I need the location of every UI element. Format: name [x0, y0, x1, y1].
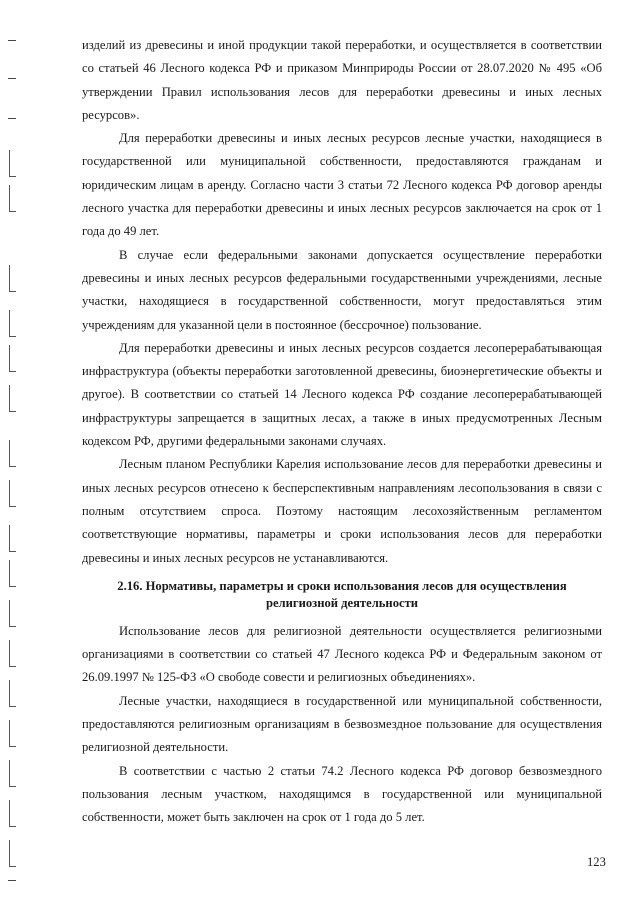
- margin-mark: [9, 840, 16, 867]
- document-page: [82, 34, 602, 830]
- paragraph: Для переработки древесины и иных лесных ресурсов создается лесоперерабатывающая инфраструктура (объекты переработки заготовленной древесины, биоэнергетические объекты и другое). В соответствии со статьей 14 Лесного кодекса РФ создание лесоперерабатывающей инфраструктуры запрещается в защитных лесах, а также в иных предусмотренных Лесным кодексом РФ, другими федеральными законами случаях.: [82, 340, 602, 449]
- margin-mark: [9, 480, 16, 507]
- paragraph: Для переработки древесины и иных лесных ресурсов лесные участки, находящиеся в государственной или муниципальной собственности, предоставляются гражданам и юридическим лицам в аренду. Согласно части 3 статьи 72 Лесного кодекса РФ договор аренды лесного участка для переработки древесины и иных лесных ресурсов заключается на срок от 1 года до 49 лет.: [82, 131, 602, 239]
- margin-mark: [9, 600, 16, 627]
- margin-mark: [9, 185, 16, 212]
- paragraph: В соответствии с частью 2 статьи 74.2 Лесного кодекса РФ договор безвозмездного пользования лесным участком, находящимся в государственной или муниципальной собственности, может быть заключен на срок от 1 года до 5 лет.: [82, 763, 602, 825]
- paragraph: В случае если федеральными законами допускается осуществление переработки древесины и иных лесных ресурсов федеральными государственными учреждениями, лесные участки, находящиеся в государственной собственности, могут предоставляться этим учреждениям для указанной цели в постоянное (бессрочное) пользование.: [82, 247, 602, 332]
- paragraph: Лесные участки, находящиеся в государственной или муниципальной собственности, предоставляются религиозным организациям в безвозмездное пользование для осуществления религиозной деятельности.: [82, 693, 602, 755]
- section-heading: 2.16. Нормативы, параметры и сроки использования лесов для осуществления религиозной деятельности: [117, 578, 567, 610]
- margin-mark: [9, 560, 16, 587]
- margin-mark: [8, 118, 16, 119]
- margin-mark: [8, 880, 16, 881]
- margin-mark: [9, 800, 16, 827]
- margin-mark: [9, 345, 16, 372]
- margin-mark: [9, 150, 16, 177]
- margin-mark: [9, 760, 16, 787]
- margin-mark: [8, 78, 16, 79]
- paragraph: Лесным планом Республики Карелия использование лесов для переработки древесины и иных лесных ресурсов отнесено к бесперспективным направлениям лесопользования в связи с полным отсутствием спроса. Поэтому настоящим лесохозяйственным регламентом соответствующие нормативы, параметры и сроки использования лесов для переработки древесины и иных лесных ресурсов не устанавливаются.: [82, 457, 602, 565]
- paragraph: изделий из древесины и иной продукции такой переработки, и осуществляется в соответствии со статьей 46 Лесного кодекса РФ и приказом Минприроды России от 28.07.2020 № 495 «Об утверждении Правил использования лесов для переработки древесины и иных лесных ресурсов».: [82, 38, 602, 122]
- paragraph: Использование лесов для религиозной деятельности осуществляется религиозными организациями в соответствии со статьей 47 Лесного кодекса РФ и Федеральным законом от 26.09.1997 № 125-ФЗ «О свободе совести и религиозных объединениях».: [82, 623, 602, 685]
- margin-mark: [9, 440, 16, 467]
- margin-mark: [9, 720, 16, 747]
- page-number: 123: [587, 855, 606, 869]
- margin-mark: [8, 40, 16, 41]
- margin-mark: [9, 310, 16, 337]
- margin-mark: [9, 640, 16, 667]
- scan-margin-marks: [0, 0, 30, 905]
- margin-mark: [9, 385, 16, 412]
- margin-mark: [9, 265, 16, 292]
- margin-mark: [9, 525, 16, 552]
- margin-mark: [9, 680, 16, 707]
